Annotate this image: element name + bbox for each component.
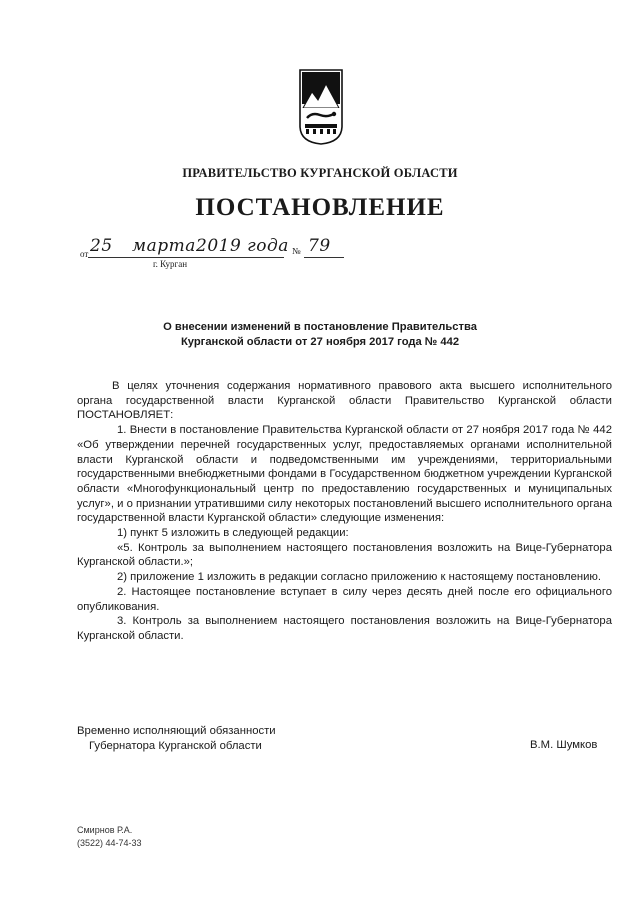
document-subject (0, 320, 640, 350)
government-name: ПРАВИТЕЛЬСТВО КУРГАНСКОЙ ОБЛАСТИ (182, 166, 458, 180)
date-month: марта (132, 236, 196, 256)
number-underline (304, 257, 344, 258)
number-label: № (292, 246, 301, 256)
paragraph-preamble: В целях уточнения содержания нормативного правового акта высшего исполнительного органа государственной власти Курганской области Правительство Курганской области ПОСТАНОВЛЯЕТ: (77, 380, 612, 422)
contact-phone: (3522) 44-74-33 (77, 838, 142, 848)
signatory-name: В.М. Шумков (530, 739, 598, 751)
paragraph-quoted-item-5: «5. Контроль за выполнением настоящего постановления возложить на Вице-Губернатора Курганской области.»; (77, 541, 612, 569)
position-line-1: Временно исполняющий обязанности (77, 725, 276, 737)
contact-author: Смирнов Р.А. (77, 825, 133, 835)
contact-block (77, 824, 142, 850)
paragraph-subitem-1: 1) пункт 5 изложить в следующей редакции: (117, 527, 349, 540)
date-number-block (80, 238, 380, 278)
document-type-title: ПОСТАНОВЛЕНИЕ (195, 194, 445, 221)
subject-line-2: Курганской области от 27 ноября 2017 года № 442 (180, 336, 460, 348)
city-label: г. Курган (153, 259, 188, 269)
coat-of-arms-icon (298, 68, 344, 146)
paragraph-item-1: 1. Внести в постановление Правительства Курганской области от 27 ноября 2017 года № 442 «Об утверждении перечней государственных услуг, предоставляемых органами исполнительной власти Курганской области и подведомственными им учреждениями, территориальными государственными внебюджетными фондами в Государственном бюджетном учреждении Курганской области «Многофункциональный центр по предоставлению государственных и муниципальных услуг», и о признании утратившими силу некоторых постановлений высшего исполнительного органа государственной власти Курганской области» следующие изменения: (77, 424, 612, 525)
date-day: 25 (90, 236, 113, 256)
date-year: 2019 года (196, 236, 289, 256)
from-label: от (80, 249, 89, 259)
paragraph-item-2: 2. Настоящее постановление вступает в силу через десять дней после его официального опубликования. (77, 585, 612, 613)
date-underline (88, 257, 284, 258)
position-line-2: Губернатора Курганской области (89, 740, 262, 752)
document-body (77, 379, 612, 644)
paragraph-item-3: 3. Контроль за выполнением настоящего постановления возложить на Вице-Губернатора Курганской области. (77, 615, 612, 642)
signatory-position (77, 724, 276, 754)
subject-line-1: О внесении изменений в постановление Правительства (163, 321, 477, 333)
document-number: 79 (308, 236, 331, 256)
paragraph-subitem-2: 2) приложение 1 изложить в редакции согласно приложению к настоящему постановлению. (117, 571, 602, 584)
